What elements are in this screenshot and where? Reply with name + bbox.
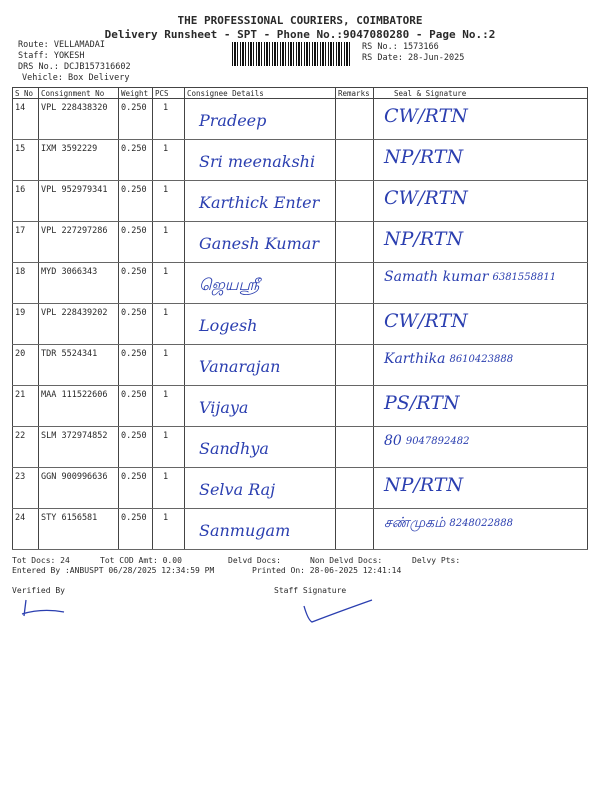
row-weight: 0.250 — [121, 513, 147, 523]
row-remarks — [336, 427, 374, 468]
row-weight: 0.250 — [121, 226, 147, 236]
row-sno: 20 — [15, 349, 26, 359]
barcode — [232, 42, 350, 66]
table-row — [13, 345, 588, 386]
row-consignee-handwritten: Karthick Enter — [199, 193, 320, 212]
row-remarks — [336, 468, 374, 509]
row-seal-signature — [384, 433, 469, 449]
printed-on: Printed On: 28-06-2025 12:41:14 — [252, 566, 402, 575]
row-sno: 17 — [15, 226, 26, 236]
row-weight: 0.250 — [121, 390, 147, 400]
row-remarks — [336, 386, 374, 427]
route-label: Route: VELLAMADAI — [18, 40, 105, 50]
col-header-remarks: Remarks — [336, 88, 374, 99]
table-row — [13, 509, 588, 550]
table-row — [13, 468, 588, 509]
row-sno: 19 — [15, 308, 26, 318]
row-signature-text: CW/RTN — [384, 310, 468, 332]
tot-cod-amount: Tot COD Amt: 0.00 — [100, 556, 182, 565]
col-header-signature: Seal & Signature — [374, 88, 588, 99]
row-signature-text: NP/RTN — [384, 474, 464, 496]
row-consignment-no: SLM 372974852 — [41, 431, 108, 441]
verifier-signature — [18, 596, 78, 620]
rs-number: RS No.: 1573166 — [362, 42, 439, 52]
table-row — [13, 99, 588, 140]
row-remarks — [336, 263, 374, 304]
row-seal-signature — [384, 187, 468, 209]
row-pcs: 1 — [163, 267, 169, 277]
row-signature-phone: 8248022888 — [449, 517, 513, 529]
row-seal-signature — [384, 146, 463, 168]
row-consignee-handwritten: Logesh — [199, 316, 258, 335]
row-consignment-no: VPL 227297286 — [41, 226, 108, 236]
row-signature-phone: 6381558811 — [492, 271, 557, 283]
row-seal-signature — [384, 310, 468, 332]
row-remarks — [336, 99, 374, 140]
row-remarks — [336, 509, 374, 550]
row-pcs: 1 — [163, 308, 169, 318]
entered-by: Entered By :ANBUSPT 06/28/2025 12:34:59 PM — [12, 566, 215, 575]
row-signature-text: CW/RTN — [384, 187, 468, 209]
row-sno: 21 — [15, 390, 26, 400]
row-consignee-handwritten: Sanmugam — [199, 521, 291, 540]
table-row — [13, 140, 588, 181]
row-weight: 0.250 — [121, 308, 147, 318]
table-row — [13, 263, 588, 304]
verified-by-label: Verified By — [12, 586, 65, 595]
row-consignee-handwritten: Sri meenakshi — [199, 152, 316, 171]
row-seal-signature — [384, 228, 463, 250]
row-weight: 0.250 — [121, 349, 147, 359]
drs-number: DRS No.: DCJB157316602 — [18, 62, 131, 72]
row-signature-phone: 9047892482 — [405, 435, 470, 447]
row-seal-signature — [384, 269, 556, 285]
row-signature-text: Samath kumar — [384, 269, 489, 285]
row-signature-text: NP/RTN — [384, 228, 464, 250]
row-signature-text: Karthika — [384, 351, 446, 367]
staff-signature — [298, 598, 378, 628]
row-consignee-handwritten: Vijaya — [199, 398, 249, 417]
row-consignment-no: VPL 228439202 — [41, 308, 108, 318]
row-sno: 18 — [15, 267, 26, 277]
row-sno: 15 — [15, 144, 26, 154]
row-signature-phone: 8610423888 — [449, 353, 514, 365]
row-consignment-no: TDR 5524341 — [41, 349, 98, 359]
table-row — [13, 427, 588, 468]
row-consignment-no: VPL 228438320 — [41, 103, 108, 113]
table-row — [13, 181, 588, 222]
table-row — [13, 222, 588, 263]
col-header-sno: S No — [13, 88, 39, 99]
row-sno: 22 — [15, 431, 26, 441]
row-seal-signature — [384, 474, 463, 496]
staff-label: Staff: YOKESH — [18, 51, 85, 61]
col-header-consignee: Consignee Details — [185, 88, 336, 99]
runsheet-subtitle: Delivery Runsheet - SPT - Phone No.:9047080280 - Page No.:2 — [104, 28, 496, 41]
row-pcs: 1 — [163, 349, 169, 359]
vehicle-label: Vehicle: Box Delivery — [22, 73, 130, 83]
row-seal-signature — [384, 105, 468, 127]
row-pcs: 1 — [163, 472, 169, 482]
row-signature-text: NP/RTN — [384, 146, 464, 168]
row-weight: 0.250 — [121, 472, 147, 482]
row-pcs: 1 — [163, 226, 169, 236]
row-pcs: 1 — [163, 144, 169, 154]
row-weight: 0.250 — [121, 185, 147, 195]
row-signature-text: CW/RTN — [384, 105, 468, 127]
table-header-row — [13, 88, 588, 99]
row-consignee-handwritten: Ganesh Kumar — [199, 234, 319, 253]
row-sno: 14 — [15, 103, 26, 113]
rs-date: RS Date: 28-Jun-2025 — [362, 53, 465, 63]
header-right-block — [362, 42, 464, 64]
delivered-docs: Delvd Docs: — [228, 556, 281, 565]
header-left-block — [18, 40, 131, 84]
row-remarks — [336, 345, 374, 386]
row-remarks — [336, 222, 374, 263]
tot-docs: Tot Docs: 24 — [12, 556, 70, 565]
row-consignee-handwritten: Sandhya — [199, 439, 269, 458]
row-consignment-no: STY 6156581 — [41, 513, 98, 523]
table-row — [13, 386, 588, 427]
row-remarks — [336, 304, 374, 345]
row-signature-text: PS/RTN — [384, 392, 460, 414]
row-weight: 0.250 — [121, 431, 147, 441]
row-remarks — [336, 181, 374, 222]
row-consignee-handwritten: ஜெயஸ்ரீ — [199, 275, 260, 294]
delivery-points: Delvy Pts: — [412, 556, 461, 565]
row-signature-text: 80 — [384, 433, 402, 449]
col-header-pcs: PCS — [153, 88, 185, 99]
staff-signature-label: Staff Signature — [274, 586, 347, 595]
company-title: THE PROFESSIONAL COURIERS, COIMBATORE — [177, 14, 423, 27]
row-signature-text: சண்முகம் — [384, 515, 446, 531]
row-sno: 24 — [15, 513, 26, 523]
row-consignment-no: GGN 900996636 — [41, 472, 108, 482]
row-pcs: 1 — [163, 103, 169, 113]
row-consignment-no: VPL 952979341 — [41, 185, 108, 195]
row-pcs: 1 — [163, 513, 169, 523]
row-weight: 0.250 — [121, 144, 147, 154]
row-weight: 0.250 — [121, 267, 147, 277]
row-seal-signature — [384, 351, 513, 367]
row-remarks — [336, 140, 374, 181]
row-consignment-no: MYD 3066343 — [41, 267, 98, 277]
table-row — [13, 304, 588, 345]
row-seal-signature — [384, 392, 459, 414]
non-delivered-docs: Non Delvd Docs: — [310, 556, 383, 565]
row-consignee-handwritten: Pradeep — [199, 111, 267, 130]
row-sno: 16 — [15, 185, 26, 195]
col-header-weight: Weight — [119, 88, 153, 99]
col-header-consignment: Consignment No — [39, 88, 119, 99]
row-weight: 0.250 — [121, 103, 147, 113]
row-consignment-no: IXM 3592229 — [41, 144, 98, 154]
row-pcs: 1 — [163, 390, 169, 400]
row-seal-signature — [384, 515, 513, 533]
row-sno: 23 — [15, 472, 26, 482]
row-consignment-no: MAA 111522606 — [41, 390, 108, 400]
row-consignee-handwritten: Selva Raj — [199, 480, 276, 499]
row-pcs: 1 — [163, 185, 169, 195]
row-pcs: 1 — [163, 431, 169, 441]
runsheet-table — [12, 87, 588, 550]
row-consignee-handwritten: Vanarajan — [199, 357, 281, 376]
